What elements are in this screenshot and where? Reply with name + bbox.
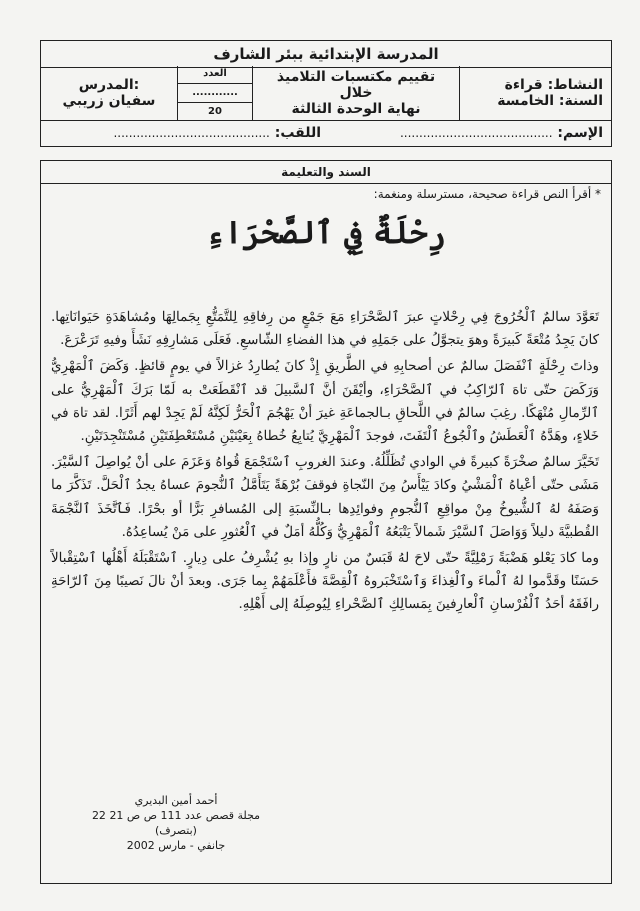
teacher-cell [41, 66, 177, 120]
reference-date: جانفي - مارس 2002 [126, 839, 226, 852]
story-paragraph: تَخَيَّرَ سالمٌ صخْرَةً كبيرةً في الوادي تُظَلِّلُهُ. وعندَ الغروبِ ٱسْتَجْمَعَ قُواهُ وَعَزَمَ على أنْ يُواصِلَ ٱلسَّيْرَ. مَشَى حتّى أعْياهُ ٱلْمَشْيُ وكادَ يَيْأَسُ مِنَ النّجاةِ فوقفَ بُرْهَةً يَتَأَمَّلُ ٱلنُّجومَ عساهُ يجدُ ٱلْحَلَّ. تَذَكَّرَ ما وَصَفَهُ لهُ ٱلشُّيوخُ مِنْ مواقِعِ ٱلنُّجومِ وفوائِدِها بـالنِّسبَةِ إلى المُسافرِ بَرًّا أو بحْرًا. فَٱتَّخَذَ ٱلنَّجْمَةَ القُطبيَّةَ دليلاً وَوَاصَلَ ٱلسَّيْرَ شَمالاً يَتْبَعُهُ ٱلْمَهْرِيُّ وَكُلُّهُ أمَلٌ في ٱلْعُثورِ على مَنْ يُساعِدُهُ. [51, 455, 599, 540]
activity-cell [459, 66, 611, 120]
surname-dots: ......................................... [113, 126, 270, 140]
score-box [177, 66, 252, 120]
activity-label: النشاط: قراءة [504, 77, 603, 93]
name-dots: ........................................ [399, 126, 553, 140]
story-paragraph: وما كادَ يَعْلو هَضْبَةً رَمْلِيَّةً حتّى لاحَ لهُ قَبَسٌ من نارٍ وإذا بهِ يُشْرِفُ على دِيارٍ. ٱسْتَقْبَلَهُ أَهْلُها ٱسْتِقْبالاً حَسَنًا وقَدَّموا لهُ ٱلْماءَ وٱلْغِذاءَ وَٱسْتَخْبَروهُ ٱلْقِصَّةَ فأَعْلَمَهُمْ بِما جَرَى. وبعدَ أنْ نالَ نَصيبًا مِنَ ٱلرّاحَةِ رافَقَهُ أحَدُ ٱلْفُرْسانِ ٱلْعارِفينَ بِمَسالِكِ ٱلصَّحْراءِ لِيُوصِلَهُ إلى أَهْلِهِ. [51, 551, 599, 613]
level-label: السنة: الخامسة [497, 93, 603, 109]
reference-author: أحمد أمين البديري [134, 794, 218, 807]
reference-source: مجلة قصص عدد 111 ص ص 21 22 (بتصرف) [91, 809, 261, 837]
header-table [40, 66, 612, 121]
evaluation-cell [252, 66, 459, 120]
teacher-label: المدرس: [78, 77, 140, 93]
teacher-name: سفيان زريبي [62, 93, 156, 109]
evaluation-subtitle: نهاية الوحدة الثالثة [291, 101, 421, 117]
name-label: الإسم: [557, 125, 603, 141]
evaluation-title: تقييم مكتسبات التلاميذ خلال [276, 69, 436, 101]
story-paragraph: تَعَوَّدَ سالمٌ ٱلْخُرُوجَ فِي رِحْلاتٍ عبرَ ٱلصَّحْرَاءِ مَعَ جَمْعٍ من رِفاقِهِ لِلتَّمَتُّعِ بِجَمالِهَا ومُشاهَدَةِ حَيَوانَاتِها. كانَ يَجِدُ مُتْعَةً كَبيرَةً وهوَ يتجوَّلُ على جَمَلِهِ في هذا الفضاءِ الشّاسعِ. فَعَلَى مَشارِفِهِ نَشَأَ وفيهِ تَرَعْرَعَ. [51, 310, 599, 349]
name-field[interactable] [400, 120, 603, 146]
student-name-row [40, 120, 612, 147]
school-name: المدرسة الإبتدائية ببئر الشارف [40, 40, 612, 68]
score-blank: ............ [178, 84, 252, 103]
surname-field[interactable] [113, 120, 321, 146]
surname-label: اللقب: [274, 125, 321, 141]
score-label: العدد [178, 65, 252, 84]
reading-section [40, 160, 612, 884]
source-reference [81, 793, 271, 853]
story-body [51, 306, 599, 617]
story-title: رِحْلَةٌ فِي ٱلصَّحْرَاءِ [206, 215, 446, 251]
score-total: 20 [208, 106, 222, 117]
story-paragraph: وذاتَ رِحْلَةٍ ٱنْفَصَلَ سالمٌ عن أصحابِهِ في الطَّريقِ إِذْ كانَ يُطارِدُ غزالاً في يومٍ قائظٍ. وَكَضَ ٱلْمَهْرِيُّ وَرَكَضَ حتّى تاهَ ٱلرّاكِبُ في ٱلصَّحْرَاءِ، وأيْقَنَ أنَّ ٱلسَّبيلَ قد ٱنْقَطَعَتْ به لَمّا بَرَكَ ٱلْمَهْرِيُّ على ٱلرِّمالِ مُنْهَكًا. رغِبَ سالمٌ في اللَّحاقِ بـالجماعَةِ غيرَ أنْ يَهْجُمَ ٱلْحَرُّ لَكِنَّهُ لَمْ يَجِدْ لهم أَثَرًا. لقد تاهَ في خَلاءٍ، وهَدَّهُ ٱلْعَطَشُ وٱلْجُوعُ ٱلْتَفَتَ، فوجدَ ٱلْمَهْرِيَّ يُتابِعُ خُطاهُ بِعَيْنَيْنِ مُسْتَعْطِفَتَيْنِ مُسْتَنْجِدَتَيْنِ. [51, 359, 599, 445]
instruction: * أقرأ النص قراءة صحيحة، مسترسلة ومنغمة: [373, 187, 601, 201]
section-title: السند والتعليمة [41, 161, 611, 184]
